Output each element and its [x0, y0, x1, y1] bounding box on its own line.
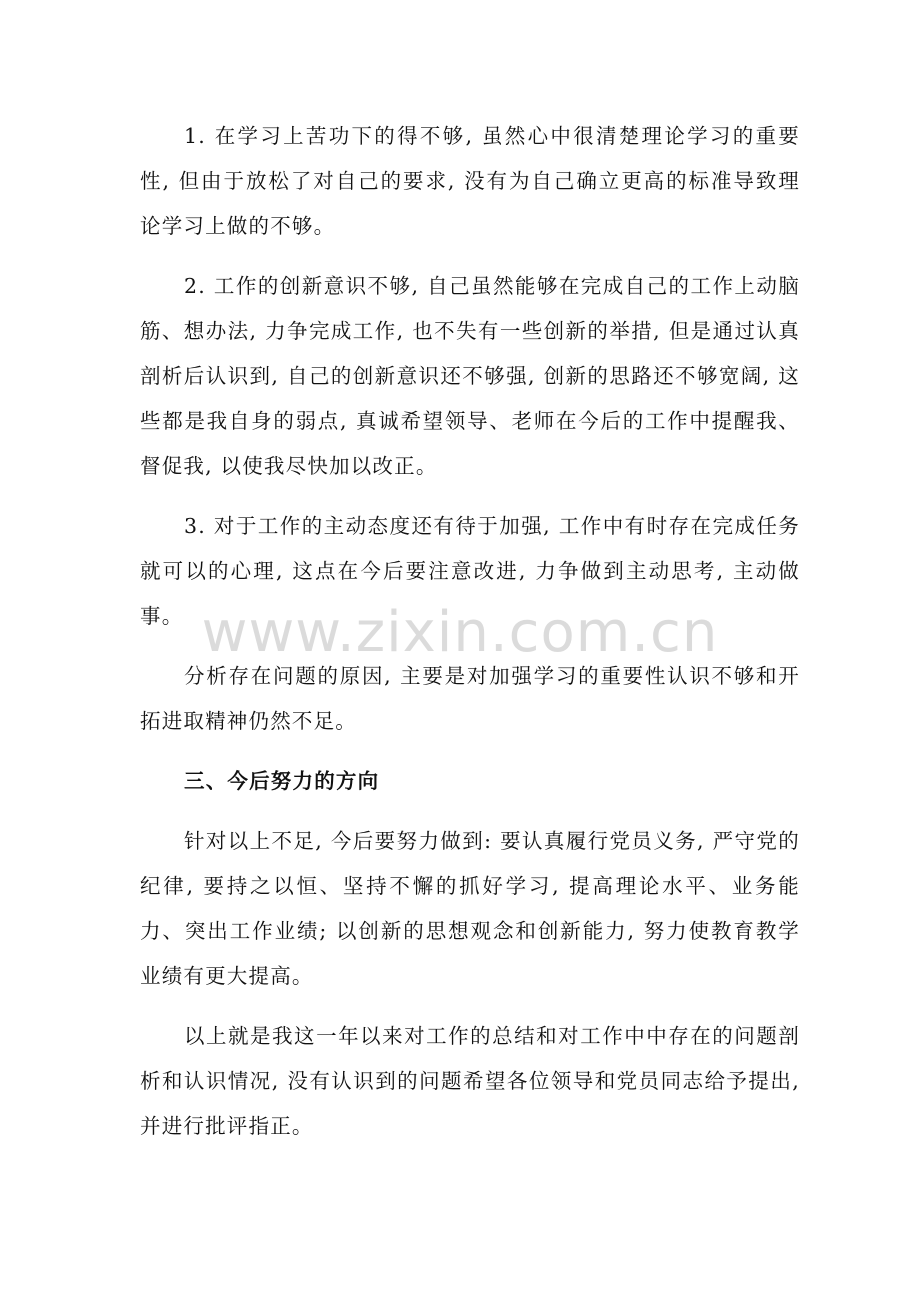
- paragraph-point-3: 3. 对于工作的主动态度还有待于加强, 工作中有时存在完成任务就可以的心理, 这点在今后要注意改进, 力争做到主动思考, 主动做事。: [140, 514, 800, 628]
- watermark-text: www.zixin.com.cn: [201, 600, 719, 665]
- paragraph-cause-analysis: 分析存在问题的原因, 主要是对加强学习的重要性认识不够和开拓进取精神仍然不足。: [140, 664, 800, 733]
- paragraph-conclusion: 以上就是我这一年以来对工作的总结和对工作中中存在的问题剖析和认识情况, 没有认识到的问题希望各位领导和党员同志给予提出, 并进行批评指正。: [140, 1024, 800, 1138]
- paragraph-future-plan: 针对以上不足, 今后要努力做到: 要认真履行党员义务, 严守党的纪律, 要持之以恒、坚持不懈的抓好学习, 提高理论水平、业务能力、突出工作业绩; 以创新的思想观念和创新能力, 努力使教育教学业绩有更大提高。: [140, 829, 800, 988]
- paragraph-point-2: 2. 工作的创新意识不够, 自己虽然能够在完成自己的工作上动脑筋、想办法, 力争完成工作, 也不失有一些创新的举措, 但是通过认真剖析后认识到, 自己的创新意识还不够强, 创新的思路还不够宽阔, 这些都是我自身的弱点, 真诚希望领导、老师在今后的工作中提醒我、督促我, 以使我尽快加以改正。: [140, 274, 800, 478]
- document-body: [140, 114, 800, 1164]
- section-heading-future-direction: 三、今后努力的方向: [184, 769, 380, 793]
- paragraph-point-1: 1. 在学习上苦功下的得不够, 虽然心中很清楚理论学习的重要性, 但由于放松了对自己的要求, 没有为自己确立更高的标准导致理论学习上做的不够。: [140, 124, 800, 238]
